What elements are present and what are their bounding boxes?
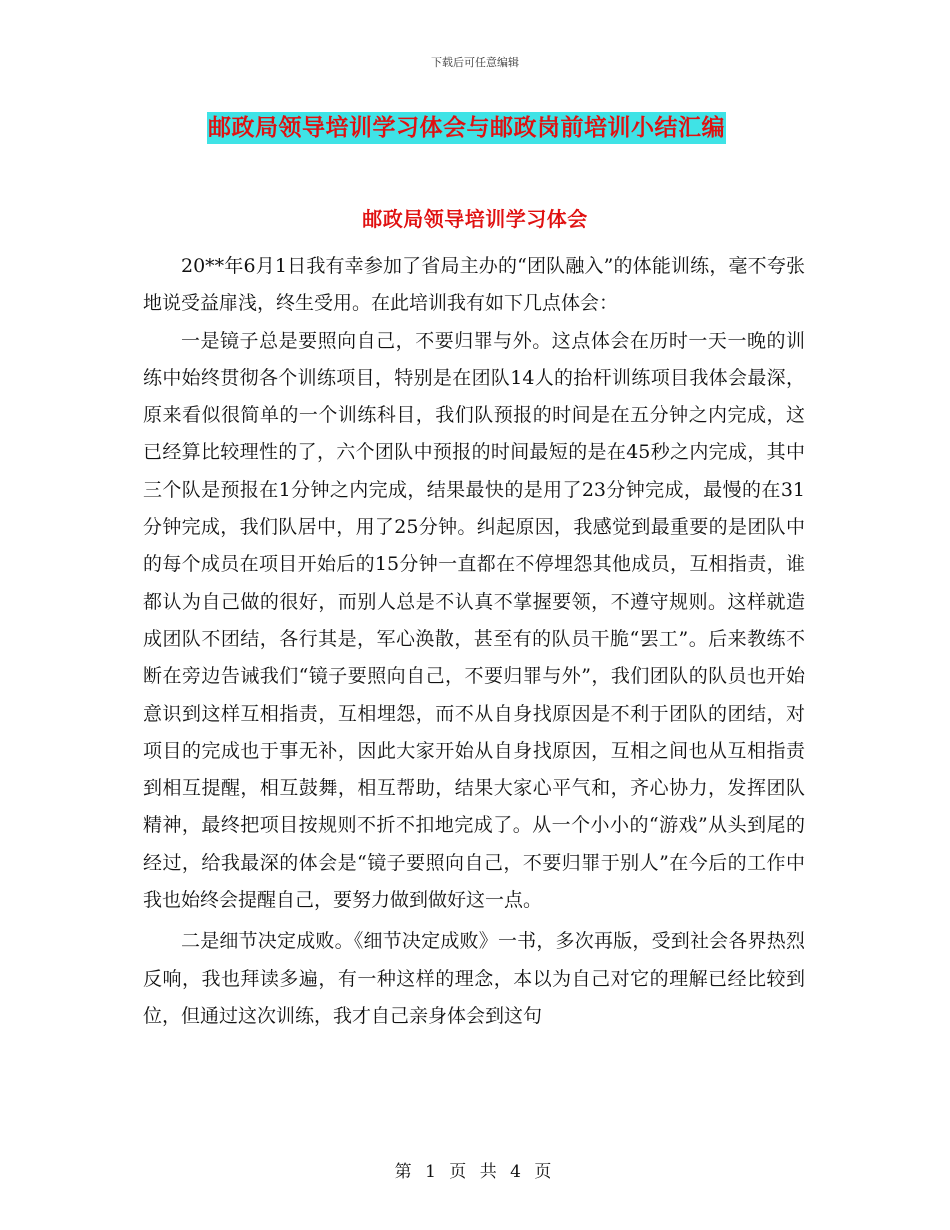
section-title: 邮政局领导培训学习体会 bbox=[362, 207, 588, 231]
paragraph: 二是细节决定成败。《细节决定成败》一书，多次再版，受到社会各界热烈反响，我也拜读多遍，有一种这样的理念，本以为自己对它的理解已经比较到位，但通过这次训练，我才自己亲身体会到这句 bbox=[143, 930, 805, 1027]
main-title: 邮政局领导培训学习体会与邮政岗前培训小结汇编 bbox=[207, 112, 726, 144]
paragraph: 20**年6月1日我有幸参加了省局主办的“团队融入”的体能训练，毫不夸张地说受益扉浅，终生受用。在此培训我有如下几点体会： bbox=[143, 255, 805, 315]
body-text bbox=[143, 248, 805, 1035]
header-note: 下载后可任意编辑 bbox=[431, 56, 519, 69]
page-footer: 第 1 页 共 4 页 bbox=[394, 1162, 556, 1182]
main-title-wrap bbox=[207, 112, 789, 144]
paragraph: 一是镜子总是要照向自己，不要归罪与外。这点体会在历时一天一晚的训练中始终贯彻各个训练项目，特别是在团队14人的抬杆训练项目我体会最深，原来看似很简单的一个训练科目，我们队预报的时间是在五分钟之内完成，这已经算比较理性的了，六个团队中预报的时间最短的是在45秒之内完成，其中三个队是预报在1分钟之内完成，结果最快的是用了23分钟完成，最慢的在31分钟完成，我们队居中，用了25分钟。纠起原因，我感觉到最重要的是团队中的每个成员在项目开始后的15分钟一直都在不停埋怨其他成员，互相指责，谁都认为自己做的很好，而别人总是不认真不掌握要领，不遵守规则。这样就造成团队不团结，各行其是，军心涣散，甚至有的队员干脆“罢工”。后来教练不断在旁边告诫我们“镜子要照向自己，不要归罪与外”，我们团队的队员也开始意识到这样互相指责，互相埋怨，而不从自身找原因是不利于团队的团结，对项目的完成也于事无补，因此大家开始从自身找原因，互相之间也从互相指责到相互提醒，相互鼓舞，相互帮助，结果大家心平气和，齐心协力，发挥团队精神，最终把项目按规则不折不扣地完成了。从一个小小的“游戏”从头到尾的经过，给我最深的体会是“镜子要照向自己，不要归罪于别人”在今后的工作中我也始终会提醒自己，要努力做到做好这一点。 bbox=[143, 329, 805, 912]
